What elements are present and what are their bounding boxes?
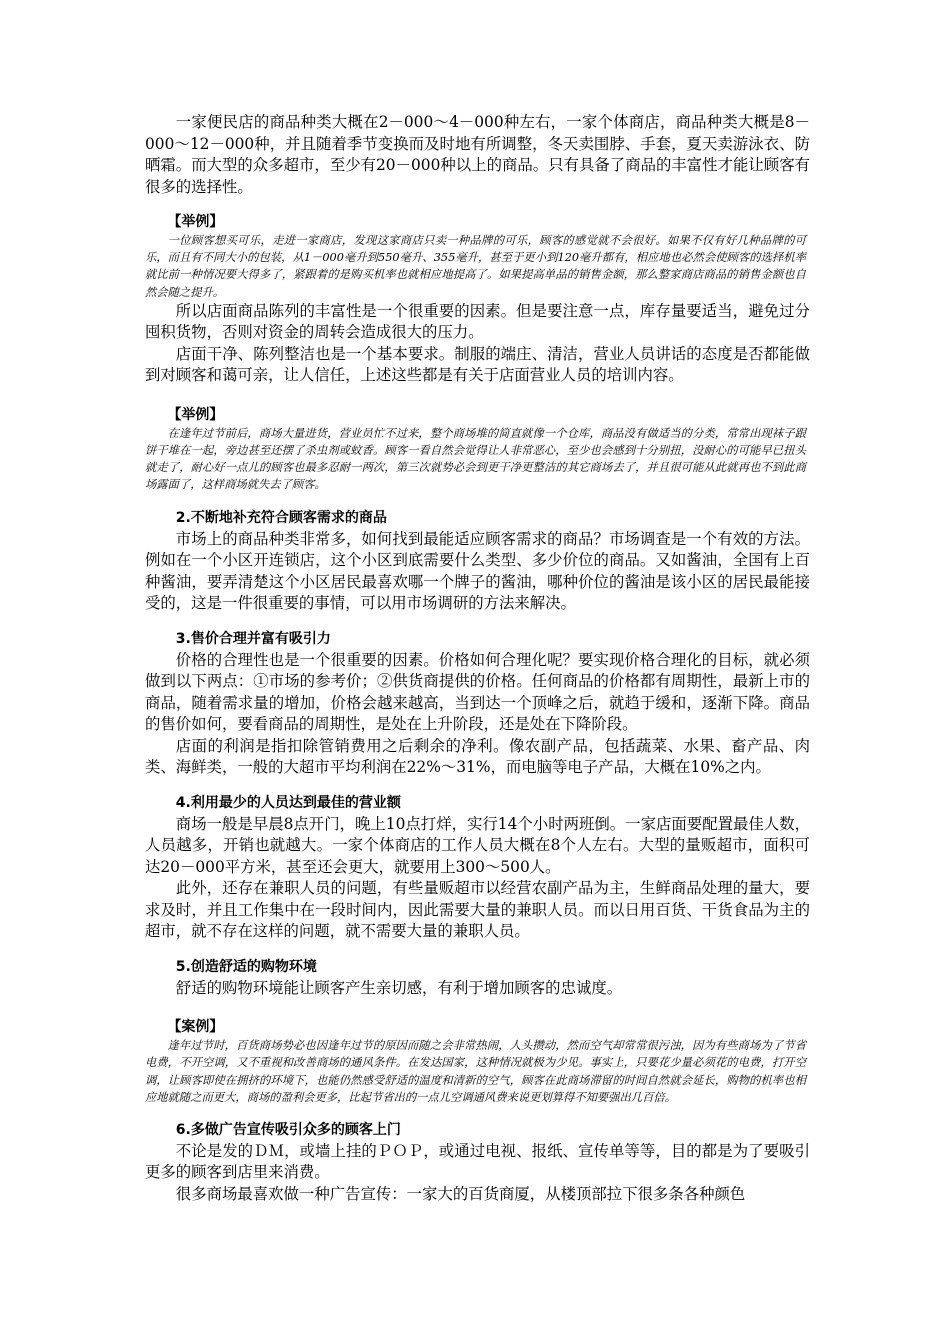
section-heading: 5.创造舒适的购物环境 xyxy=(175,958,317,975)
example-heading: 【举例】 xyxy=(167,214,224,230)
body-paragraph: 所以店面商品陈列的丰富性是一个很重要的因素。但是要注意一点，库存量要适当，避免过分囤积货物，否则对资金的周转会造成很大的压力。 xyxy=(145,301,810,342)
body-paragraph: 此外，还存在兼职人员的问题，有些量贩超市以经营农副产品为主，生鲜商品处理的量大，要求及时，并且工作集中在一段时间内，因此需要大量的兼职人员。而以日用百货、干货食品为主的超市，就不存在这样的问题，就不需要大量的兼职人员。 xyxy=(145,879,810,941)
intro-paragraph: 一家便民店的商品种类大概在2－000～4－000种左右，一家个体商店，商品种类大概是8－000～12－000种，并且随着季节变换而及时地有所调整，冬天卖围脖、手套，夏天卖游泳衣、防晒霜。而大型的众多超市，至少有20－000种以上的商品。只有具备了商品的丰富性才能让顾客有很多的选择性。 xyxy=(145,113,810,196)
body-paragraph: 价格的合理性也是一个很重要的因素。价格如何合理化呢？要实现价格合理化的目标，就必须做到以下两点：①市场的参考价；②供货商提供的价格。任何商品的价格都有周期性，最新上市的商品，随着需求量的增加，价格会越来越高，当到达一个顶峰之后，就趋于缓和，逐渐下降。商品的售价如何，要看商品的周期性，是处在上升阶段，还是处在下降阶段。 xyxy=(145,650,810,734)
section-heading: 2.不断地补充符合顾客需求的商品 xyxy=(175,509,387,526)
body-paragraph: 很多商场最喜欢做一种广告宣传：一家大的百货商厦，从楼顶部拉下很多条各种颜色 xyxy=(175,1184,746,1203)
body-paragraph: 店面的利润是指扣除管销费用之后剩余的净利。像农副产品，包括蔬菜、水果、畜产品、肉类、海鲜类，一般的大超市平均利润在22%～31%，而电脑等电子产品，大概在10%之内。 xyxy=(145,736,810,777)
example-heading: 【举例】 xyxy=(167,406,224,423)
example-body: 一位顾客想买可乐，走进一家商店，发现这家商店只卖一种品牌的可乐，顾客的感觉就不会很好。如果不仅有好几种品牌的可乐，而且有不同大小的包装，从1－000毫升到550毫升、355毫升，甚至于更小到120毫升都有，相应地也必然会使顾客的选择机率就比前一种情况要大得多了，紧跟着的是购买机率也就相应地提高了。如果提高单品的销售金额，那么整家商店商品的销售金额也自然会随之提升。 xyxy=(145,234,806,299)
body-paragraph: 市场上的商品种类非常多，如何找到最能适应顾客需求的商品？市场调查是一个有效的方法。例如在一个小区开连锁店，这个小区到底需要什么类型、多少价位的商品。又如酱油，全国有上百种酱油，要弄清楚这个小区居民最喜欢哪一个牌子的酱油，哪种价位的酱油是该小区的居民最能接受的，这是一件很重要的事情，可以用市场调研的方法来解决。 xyxy=(145,529,810,613)
section-heading: 3.售价合理并富有吸引力 xyxy=(175,630,331,647)
example-body: 在逢年过节前后，商场大量进货，营业员忙不过来，整个商场堆的简直就像一个仓库，商品没有做适当的分类，常常出现袜子跟饼干堆在一起，旁边甚至还摆了杀虫剂或蚊香。顾客一看自然会觉得让人非常恶心，至少也会感到十分别扭，没耐心的可能早已扭头就走了，耐心好一点儿的顾客也最多忍耐一两次，第三次就势必会到更干净更整洁的其它商场去了，并且很可能从此就再也不到此商场露面了，这样商场就失去了顾客。 xyxy=(145,426,806,492)
body-paragraph: 商场一般是早晨8点开门，晚上10点打烊，实行14个小时两班倒。一家店面要配置最佳人数，人员越多，开销也就越大。一家个体商店的工作人员大概在8个人左右。大型的量贩超市，面积可达20－000平方米，甚至还会更大，就要用上300～500人。 xyxy=(145,814,810,876)
case-body: 逢年过节时，百货商场势必也因逢年过节的原因而随之会非常热闹，人头攒动，然而空气却常常很污浊，因为有些商场为了节省电费，不开空调，又不重视和改善商场的通风条件。在发达国家，这种情况就极为少见。事实上，只要花少量必须花的电费，打开空调，让顾客即使在拥挤的环境下，也能仍然感受舒适的温度和清新的空气，顾客在此商场滞留的时间自然就会延长，购物的机率也相应地就随之而更大，商场的盈利会更多，比起节省出的一点儿空调通风费来说更划算得不知要强出几百倍。 xyxy=(145,1039,806,1104)
body-paragraph: 店面干净、陈列整洁也是一个基本要求。制服的端庄、清洁，营业人员讲话的态度是否都能做到对顾客和蔼可亲，让人信任，上述这些都是有关于店面营业人员的培训内容。 xyxy=(145,344,810,385)
section-heading: 4.利用最少的人员达到最佳的营业额 xyxy=(175,794,401,811)
document-page xyxy=(145,112,810,1205)
body-paragraph: 不论是发的ＤＭ，或墙上挂的ＰＯＰ，或通过电视、报纸、宣传单等等，目的都是为了要吸引更多的顾客到店里来消费。 xyxy=(145,1141,810,1182)
body-paragraph: 舒适的购物环境能让顾客产生亲切感，有利于增加顾客的忠诚度。 xyxy=(175,978,623,997)
case-heading: 【案例】 xyxy=(167,1019,224,1036)
section-heading: 6.多做广告宣传吸引众多的顾客上门 xyxy=(175,1121,401,1138)
